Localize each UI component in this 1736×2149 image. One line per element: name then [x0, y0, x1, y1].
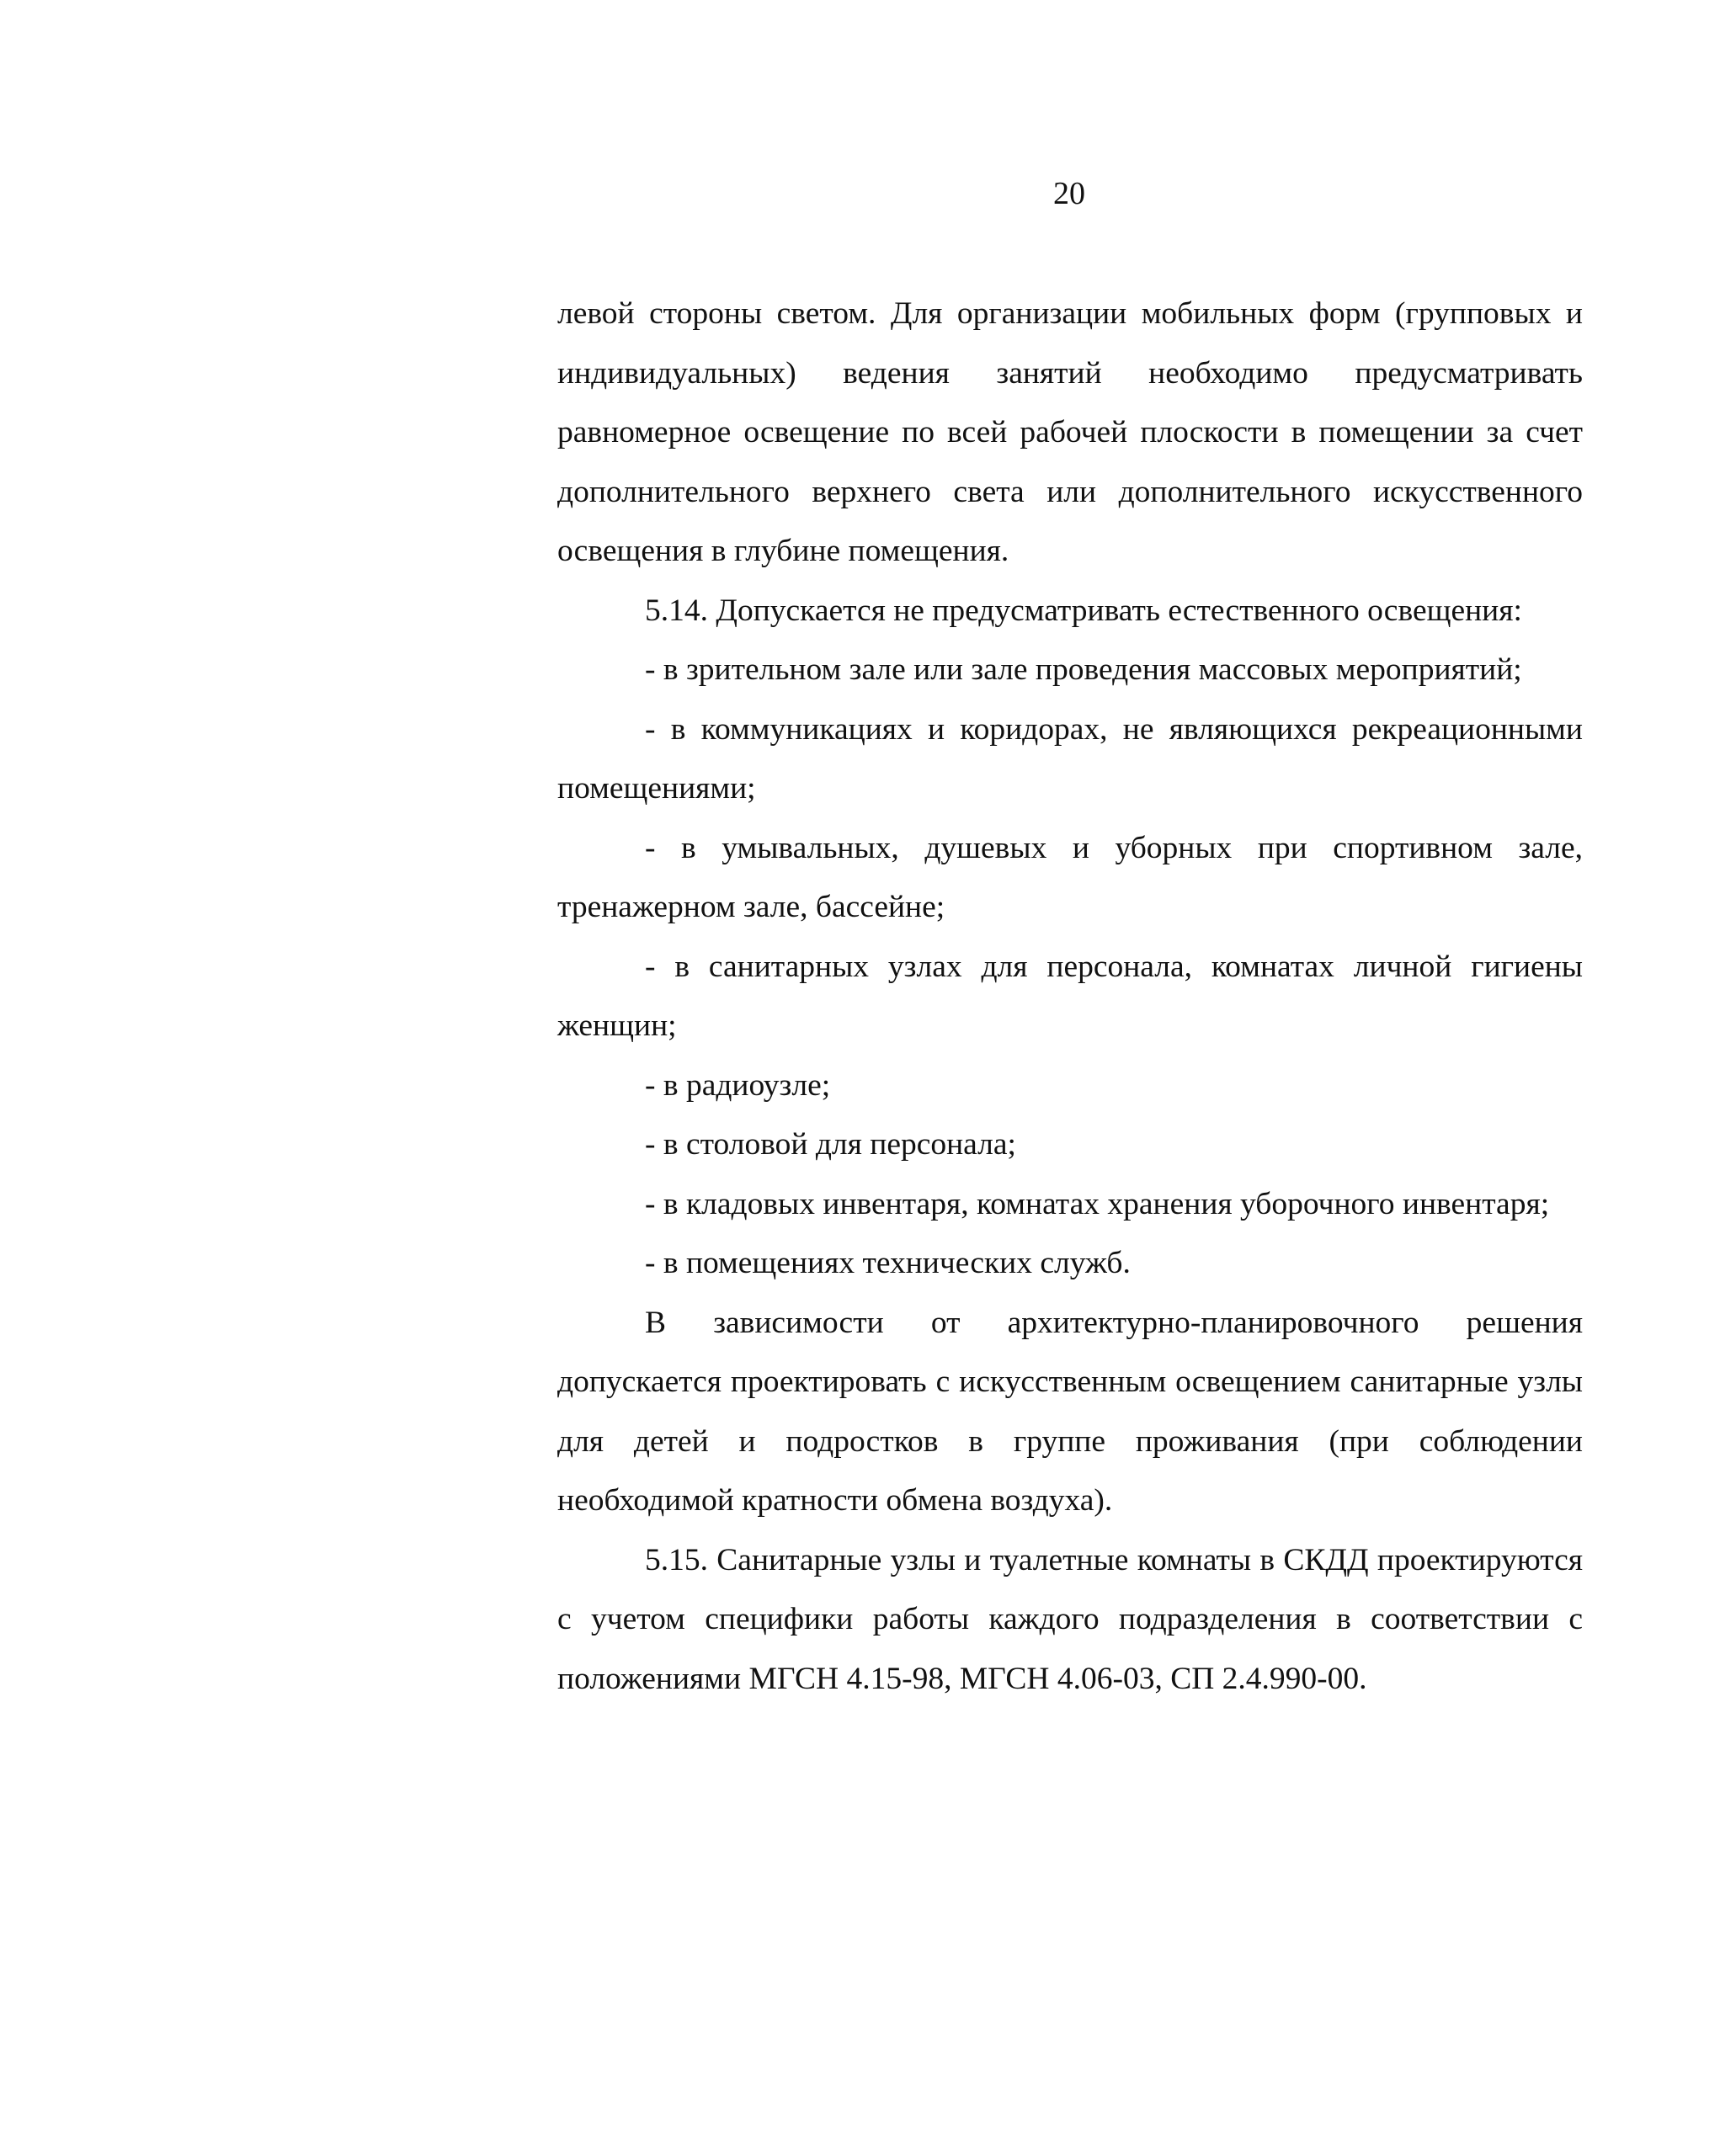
list-item: - в кладовых инвентаря, комнатах хранения уборочного инвентаря;	[645, 1186, 1550, 1221]
body-text	[557, 285, 1583, 1709]
list-item: - в столовой для персонала;	[645, 1127, 1016, 1162]
list-item: - в зрительном зале или зале проведения массовых мероприятий;	[645, 652, 1522, 687]
list-item: - в санитарных узлах для персонала, комнатах личной гигиены женщин;	[557, 949, 1583, 1043]
list-item: - в помещениях технических служб.	[645, 1246, 1131, 1280]
list-item: - в радиоузле;	[645, 1067, 831, 1103]
page-number: 20	[1053, 176, 1085, 211]
paragraph-5-14: 5.14. Допускается не предусматривать естественного освещения:	[645, 593, 1522, 628]
paragraph-continuation: левой стороны светом. Для организации мобильных форм (групповых и индивидуальных) ведения занятий необходимо предусматривать равномерное освещение по всей рабочей плоскости в помещении за счет дополнительного верхнего света или дополнительного искусственного освещения в глубине помещения.	[557, 296, 1583, 568]
paragraph-architectural-note: В зависимости от архитектурно-планировочного решения допускается проектировать с искусственным освещением санитарные узлы для детей и подростков в группе проживания (при соблюдении необходимой кратности обмена воздуха).	[557, 1305, 1583, 1518]
list-item: - в умывальных, душевых и уборных при спортивном зале, тренажерном зале, бассейне;	[557, 830, 1583, 924]
list-item: - в коммуникациях и коридорах, не являющихся рекреационными помещениями;	[557, 711, 1583, 806]
paragraph-5-15: 5.15. Санитарные узлы и туалетные комнаты в СКДД проектируются с учетом специфики работы каждого подразделения в соответствии с положениями МГСН 4.15-98, МГСН 4.06-03, СП 2.4.990-00.	[557, 1542, 1583, 1696]
